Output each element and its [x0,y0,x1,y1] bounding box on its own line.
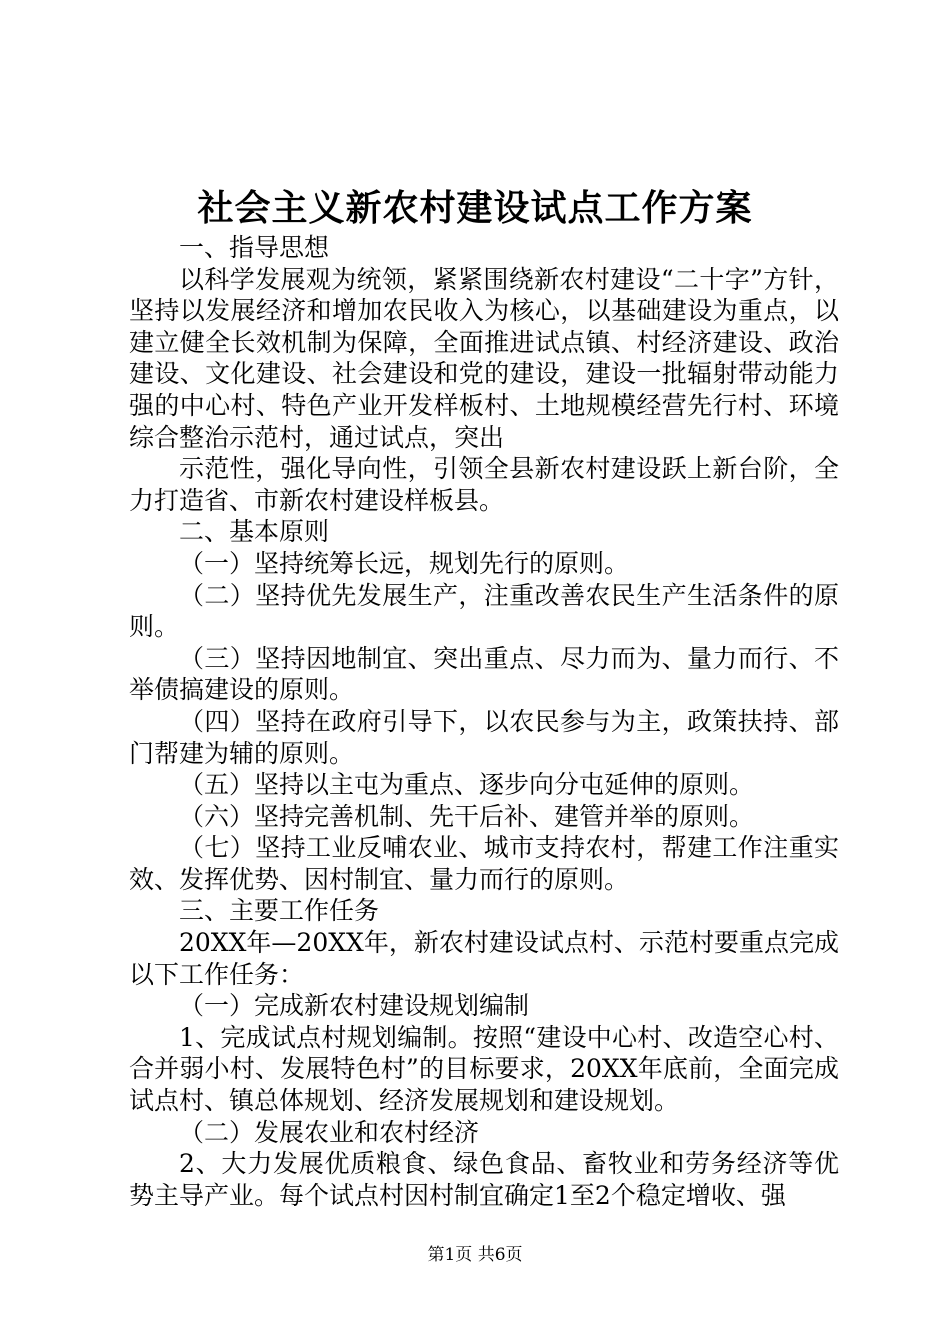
task-subheading: （一）完成新农村建设规划编制 [179,991,530,1021]
task-item: 2、大力发展优质粮食、绿色食品、畜牧业和劳务经济等优势主导产业。每个试点村因村制宜确定1至2个稳定增收、强 [129,1149,839,1210]
document-body [129,232,839,1211]
principle-item: （六）坚持完善机制、先干后补、建管并举的原则。 [179,801,755,831]
principle-item: （三）坚持因地制宜、突出重点、尽力而为、量力而行、不举债搞建设的原则。 [129,643,839,705]
section-heading-main-tasks: 三、主要工作任务 [179,896,380,926]
section-heading-guiding-thought: 一、指导思想 [179,233,330,262]
task-item: 1、完成试点村规划编制。按照“建设中心村、改造空心村、合并弱小村、发展特色村”的目标要求，20XX年底前，全面完成试点村、镇总体规划、经济发展规划和建设规划。 [129,1022,839,1116]
paragraph-demonstration: 示范性，强化导向性，引领全县新农村建设跃上新台阶，全力打造省、市新农村建设样板县。 [129,454,839,515]
principle-item: （四）坚持在政府引导下，以农民参与为主，政策扶持、部门帮建为辅的原则。 [129,706,839,768]
page-number-footer: 第1页 共6页 [427,1245,523,1265]
paragraph-guiding-thought: 以科学发展观为统领，紧紧围绕新农村建设“二十字”方针，坚持以发展经济和增加农民收入为核心，以基础建设为重点，以建立健全长效机制为保障，全面推进试点镇、村经济建设、政治建设、文化建设、社会建设和党的建设，建设一批辐射带动能力强的中心村、特色产业开发样板村、土地规模经营先行村、环境综合整治示范村，通过试点，突出 [129,264,839,452]
principle-item: （一）坚持统筹长远，规划先行的原则。 [179,548,630,578]
principle-item: （七）坚持工业反哺农业、城市支持农村，帮建工作注重实效、发挥优势、因村制宜、量力而行的原则。 [129,833,839,894]
principle-item: （五）坚持以主屯为重点、逐步向分屯延伸的原则。 [179,770,755,800]
paragraph-tasks-intro: 20XX年—20XX年，新农村建设试点村、示范村要重点完成以下工作任务： [129,928,839,989]
document-title: 社会主义新农村建设试点工作方案 [197,187,753,229]
section-heading-basic-principles: 二、基本原则 [179,517,330,547]
task-subheading: （二）发展农业和农村经济 [179,1117,480,1147]
principle-item: （二）坚持优先发展生产，注重改善农民生产生活条件的原则。 [129,580,839,642]
